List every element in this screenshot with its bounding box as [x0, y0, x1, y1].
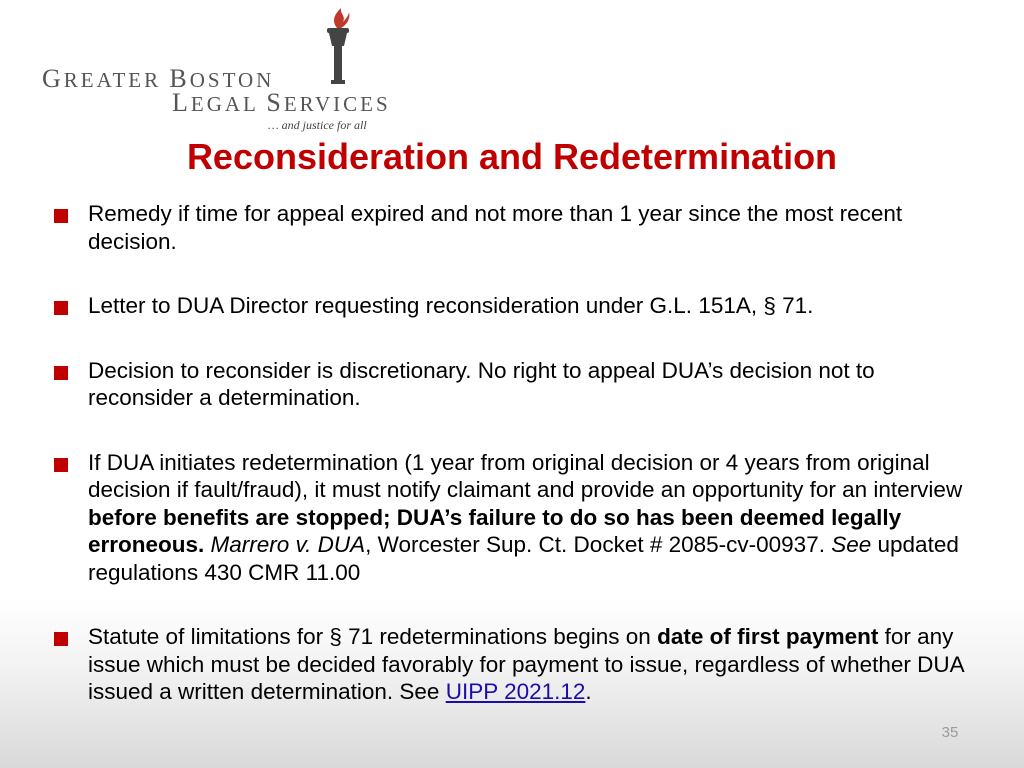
bullet-square-icon [54, 632, 68, 646]
bullet-square-icon [54, 209, 68, 223]
logo-tagline: … and justice for all [268, 118, 367, 132]
page-number: 35 [941, 724, 959, 741]
bold-emphasis: before benefits are stopped; DUA’s failure to do so has been deemed legally erroneous. [88, 504, 902, 557]
logo-text-line1: GREATER BOSTON [42, 64, 275, 93]
bullet-item: Letter to DUA Director requesting reconsideration under G.L. 151A, § 71. [52, 292, 982, 320]
bullet-square-icon [54, 458, 68, 472]
torch-icon [313, 6, 363, 86]
bullet-item: Statute of limitations for § 71 redeterminations begins on date of first payment for any issue which must be decided favorably for payment to issue, regardless of whether DUA issued a written determination. See UIPP 2021.12. [52, 623, 982, 706]
bullet-item: Decision to reconsider is discretionary. No right to appeal DUA’s decision not to reconsider a determination. [52, 357, 982, 412]
bullet-square-icon [54, 301, 68, 315]
bullet-item: If DUA initiates redetermination (1 year from original decision or 4 years from original decision if fault/fraud), it must notify claimant and provide an opportunity for an interview before benefits are stopped; DUA’s failure to do so has been deemed legally erroneous. Marrero v. DUA, Worcester Sup. Ct. Docket # 2085-cv-00937. See updated regulations 430 CMR 11.00 [52, 449, 982, 587]
logo-text-line2: LEGAL SERVICES [172, 88, 391, 117]
bold-emphasis: date of first payment [657, 624, 879, 649]
case-citation: Marrero v. DUA [210, 532, 366, 557]
organization-logo [38, 6, 398, 136]
bullet-item: Remedy if time for appeal expired and not more than 1 year since the most recent decision. [52, 200, 982, 255]
slide-title: Reconsideration and Redetermination [186, 136, 838, 177]
bullet-square-icon [54, 366, 68, 380]
bullet-list [52, 200, 982, 706]
see-signal: See [831, 532, 872, 557]
uipp-link[interactable]: UIPP 2021.12 [445, 679, 586, 704]
